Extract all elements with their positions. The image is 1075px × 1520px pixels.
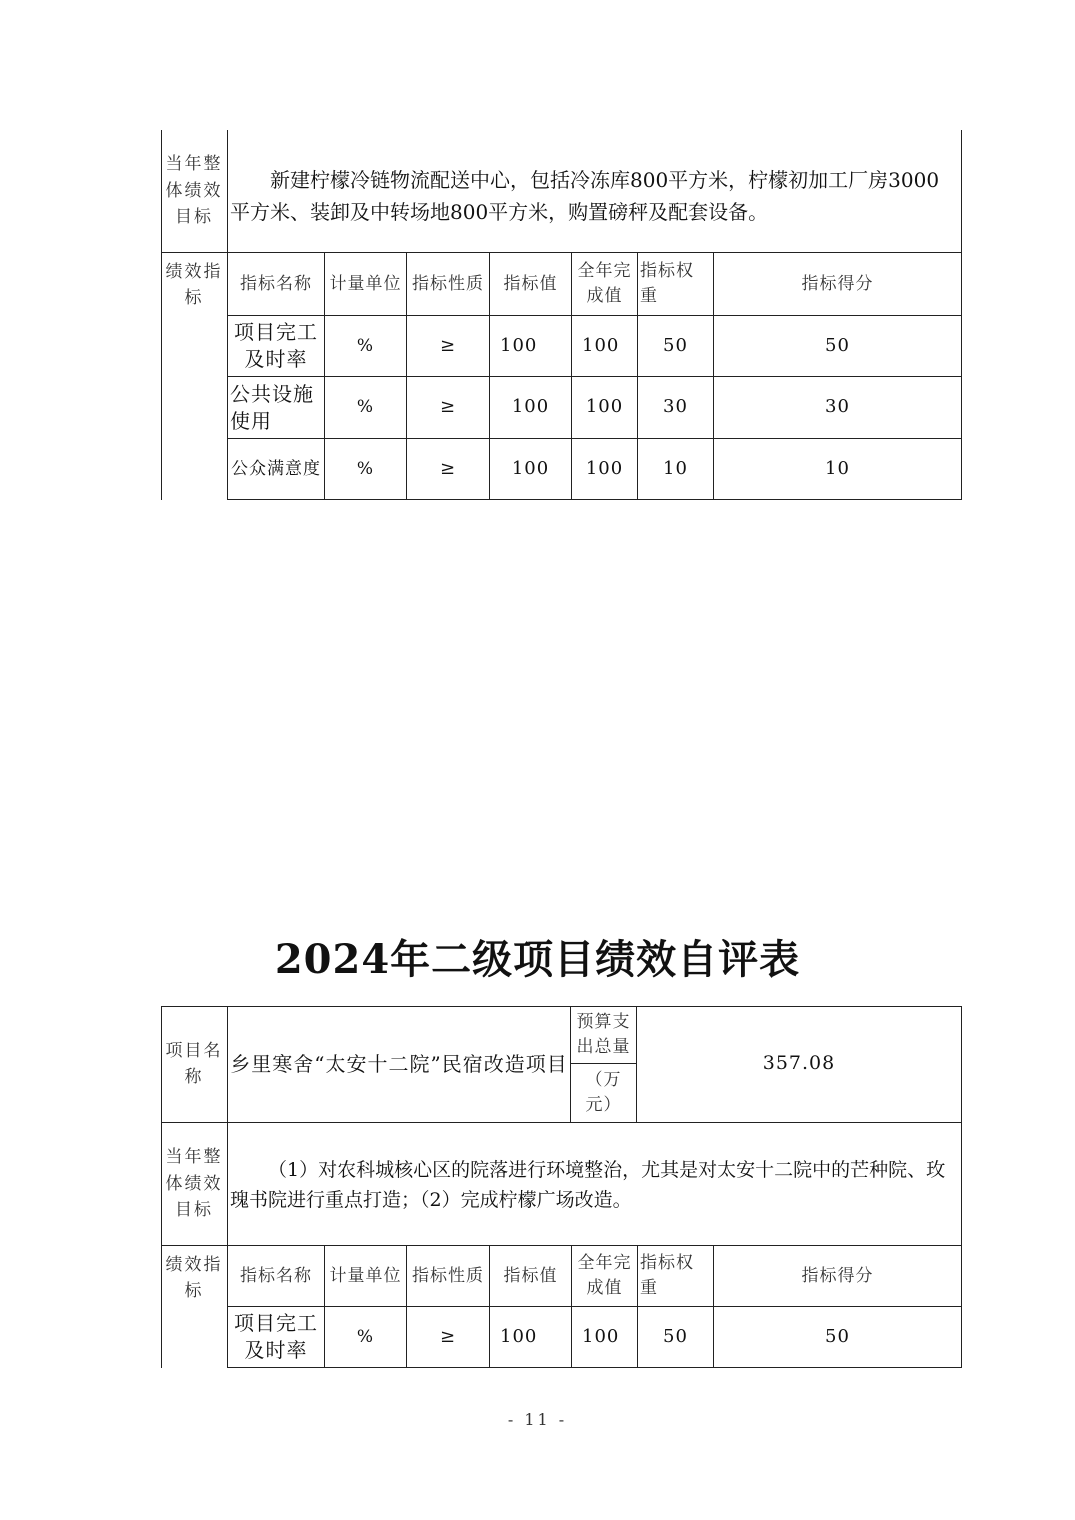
header-score: 指标得分 xyxy=(714,1246,962,1307)
row-1-unit: % xyxy=(325,1307,407,1368)
row-1-value: 100 xyxy=(490,316,572,377)
row-2-actual: 100 xyxy=(572,377,638,439)
row-2-name: 公共设施使用 xyxy=(227,377,325,439)
goal-label: 当年整体绩效目标 xyxy=(161,1123,228,1246)
row-1-actual: 100 xyxy=(572,1307,638,1368)
row-3-unit: % xyxy=(325,439,407,500)
row-3-value: 100 xyxy=(490,439,572,500)
page-title: 2024年二级项目绩效自评表 xyxy=(274,936,801,983)
row-1-nature: ≥ xyxy=(407,1307,490,1368)
budget-value: 357.08 xyxy=(637,1006,962,1123)
header-weight: 指标权重 xyxy=(638,1246,714,1307)
row-2-value: 100 xyxy=(490,377,572,439)
row-1-value: 100 xyxy=(490,1307,572,1368)
header-unit: 计量单位 xyxy=(325,1246,407,1307)
row-3-actual: 100 xyxy=(572,439,638,500)
header-value: 指标值 xyxy=(490,1246,572,1307)
row-3-nature: ≥ xyxy=(407,439,490,500)
budget-label-top: 预算支出总量 xyxy=(571,1006,637,1064)
row-1-score: 50 xyxy=(714,1307,962,1368)
header-nature: 指标性质 xyxy=(407,1246,490,1307)
row-3-name: 公众满意度 xyxy=(227,439,325,500)
row-1-weight: 50 xyxy=(638,1307,714,1368)
header-unit: 计量单位 xyxy=(325,253,407,316)
row-1-nature: ≥ xyxy=(407,316,490,377)
budget-label-bottom: （万元） xyxy=(571,1064,637,1123)
row-3-weight: 10 xyxy=(638,439,714,500)
header-score: 指标得分 xyxy=(714,253,962,316)
row-1-unit: % xyxy=(325,316,407,377)
project-name: 乡里寒舍“太安十二院”民宿改造项目 xyxy=(228,1006,571,1123)
indicator-label: 绩效指标 xyxy=(161,253,228,500)
header-value: 指标值 xyxy=(490,253,572,316)
goal-text: 新建柠檬冷链物流配送中心，包括冷冻库800平方米，柠檬初加工厂房3000平方米、装卸及中转场地800平方米，购置磅秤及配套设备。 xyxy=(228,130,962,253)
row-2-weight: 30 xyxy=(638,377,714,439)
row-1-name: 项目完工及时率 xyxy=(227,1307,325,1368)
row-1-weight: 50 xyxy=(638,316,714,377)
row-1-score: 50 xyxy=(714,316,962,377)
row-1-name: 项目完工及时率 xyxy=(227,316,325,377)
header-actual: 全年完成值 xyxy=(572,1246,638,1307)
row-2-unit: % xyxy=(325,377,407,439)
header-name: 指标名称 xyxy=(228,1246,325,1307)
header-weight: 指标权重 xyxy=(638,253,714,316)
row-2-nature: ≥ xyxy=(407,377,490,439)
row-1-actual: 100 xyxy=(572,316,638,377)
page-number: - 11 - xyxy=(507,1410,568,1429)
goal-label: 当年整体绩效目标 xyxy=(161,130,228,253)
row-2-score: 30 xyxy=(714,377,962,439)
project-label: 项目名称 xyxy=(161,1006,228,1123)
indicator-label: 绩效指标 xyxy=(161,1246,228,1368)
row-3-score: 10 xyxy=(714,439,962,500)
header-actual: 全年完成值 xyxy=(572,253,638,316)
header-name: 指标名称 xyxy=(228,253,325,316)
goal-text: （1）对农科城核心区的院落进行环境整治，尤其是对太安十二院中的芒种院、玫瑰书院进行重点打造；（2）完成柠檬广场改造。 xyxy=(228,1123,962,1246)
header-nature: 指标性质 xyxy=(407,253,490,316)
